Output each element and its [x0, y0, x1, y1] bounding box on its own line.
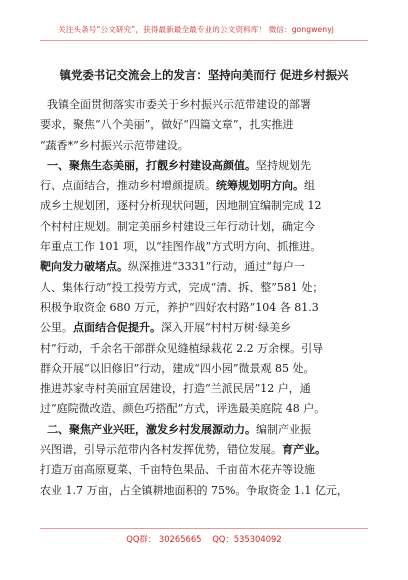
bold-heading-text: 育产业。 [282, 443, 326, 457]
body-text: 过“庭院微改造、颜色巧搭配”方式，评选最美庭院 48 户。 [40, 402, 326, 416]
body-text: 纵深推进“3331”行动，通过“每户一 [128, 260, 305, 274]
body-line [40, 440, 372, 460]
body-text: 成乡土规划团，逐村分析现状问题，因地制宜编制完成 12 [40, 199, 322, 213]
body-line [40, 115, 372, 135]
footer-contact [0, 533, 408, 545]
body-line [40, 237, 372, 257]
footer-divider [40, 528, 368, 529]
qq-contact-text: QQ：535304092 [212, 534, 282, 544]
body-text: 群众开展“以旧修旧”行动，建成“四小园”微景观 85 处。 [40, 361, 315, 375]
body-text: 编制产业振 [256, 422, 311, 436]
body-line [40, 339, 372, 359]
body-line [40, 156, 372, 176]
body-text: 农业 1.7 万亩，占全镇耕地面积的 75%。争取资金 1.1 亿元， [40, 483, 348, 497]
bold-heading-text: 统筹规划明方向。 [216, 179, 304, 193]
body-line [40, 95, 372, 115]
document-title: 镇党委书记交流会上的发言：坚持向美而行 促进乡村振兴 [59, 68, 349, 82]
body-text: 兴图谱，引导示范带内各村发挥优势，错位发展。 [40, 443, 282, 457]
bold-heading-text: 靶向发力破堵点。 [40, 260, 128, 274]
body-text: 公里。 [40, 321, 73, 335]
bold-heading-text: 二、聚焦产业兴旺，激发乡村发展源动力。 [47, 422, 256, 436]
body-text: 打造万亩高原夏菜、千亩特色果品、千亩苗木花卉等设施 [40, 463, 315, 477]
header-divider [40, 40, 368, 41]
body-text: 坚持规划先 [256, 158, 311, 172]
body-line [40, 176, 372, 196]
body-line [40, 359, 372, 379]
qq-group-text: QQ群： 30265665 [126, 534, 202, 544]
body-text: 推进苏家寺村美丽宜居建设，打造“兰派民居”12 户，通 [40, 382, 311, 396]
promo-banner: 关注头条号“公文研究”，获得最新最全最专业的公文资料库！ 微信：gongwenyj [58, 25, 334, 34]
body-line [40, 460, 372, 480]
body-text: “蔬香*”乡村振兴示范带建设。 [40, 138, 189, 152]
body-text [40, 159, 47, 172]
bold-heading-text: 点面结合促提升。 [73, 321, 161, 335]
body-text: 村”行动，千余名干部群众见缝植绿栽花 2.2 万余棵。引导 [40, 341, 324, 355]
body-text: 人、集体行动”投工投劳方式，完成“清、拆、整”581 处； [40, 280, 324, 294]
body-text: 积极争取资金 680 万元，养护“四好农村路”104 各 81.3 [40, 300, 319, 314]
body-text: 年重点工作 101 项，以“挂图作战”方式明方向、抓推进。 [40, 240, 322, 254]
body-line [40, 217, 372, 237]
body-line [40, 298, 372, 318]
body-line [40, 399, 372, 419]
body-line [40, 278, 372, 298]
bold-heading-text: 一、聚焦生态美丽，打靓乡村建设高颜值。 [47, 158, 256, 172]
body-line [40, 257, 372, 277]
body-line [40, 481, 372, 501]
body-text: 行、点面结合，推动乡村增颜提质。 [40, 179, 216, 193]
body-text: 个村村庄规划。制定美丽乡村建设三年行动计划，确定今 [40, 219, 315, 233]
body-line [40, 196, 372, 216]
body-line [40, 379, 372, 399]
body-text: 组 [304, 179, 315, 193]
document-body [40, 95, 372, 501]
body-line [40, 136, 372, 156]
body-text [40, 423, 47, 436]
body-line [40, 318, 372, 338]
body-text: 我镇全面贯彻落实市委关于乡村振兴示范带建设的部署 [40, 98, 311, 111]
body-text: 要求，聚焦“八个美丽”，做好“四篇文章”，扎实推进 [40, 118, 294, 132]
body-line [40, 420, 372, 440]
body-text: 深入开展“村村万树·绿美乡 [161, 321, 292, 335]
